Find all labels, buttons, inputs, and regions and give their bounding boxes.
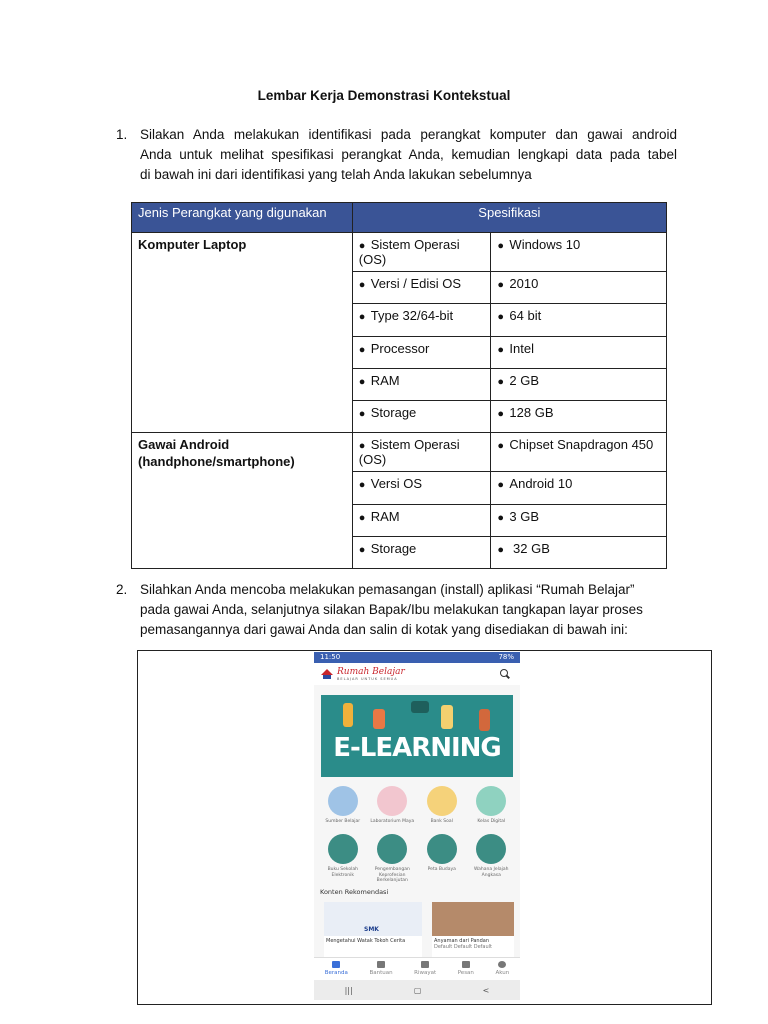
- spec-value: ● 3 GB: [491, 504, 667, 536]
- question-2-line: pada gawai Anda, selanjutnya silakan Bapak/Ibu melakukan tangkapan layar proses: [140, 602, 643, 617]
- page-title: Lembar Kerja Demonstrasi Kontekstual: [257, 88, 511, 103]
- bullet-icon: ●: [358, 375, 366, 388]
- bullet-icon: ●: [497, 408, 505, 421]
- menu-label: Buku Sekolah Elektronik: [327, 867, 358, 878]
- spec-key: ● Storage: [352, 537, 491, 569]
- elearning-banner[interactable]: [321, 695, 513, 777]
- menu-laboratorium-maya[interactable]: [369, 786, 415, 825]
- person-illustration-icon: [343, 703, 353, 727]
- question-2-number: 2.: [116, 582, 128, 597]
- question-1-line: di bawah ini dari identifikasi yang telah Anda lakukan sebelumnya: [140, 167, 532, 182]
- device-laptop-label: Komputer Laptop: [138, 237, 247, 252]
- question-2-line: pemasangannya dari gawai Anda dan salin di kotak yang disediakan di bawah ini:: [140, 622, 628, 637]
- bullet-icon: ●: [497, 479, 505, 492]
- spec-value: ● 64 bit: [491, 304, 667, 336]
- laptop-illustration-icon: [411, 701, 429, 713]
- app-bar: [314, 663, 520, 685]
- bullet-icon: ●: [497, 279, 505, 291]
- spec-key: ● Versi / Edisi OS: [352, 272, 491, 304]
- bullet-icon: ●: [358, 311, 366, 324]
- quiz-icon: [427, 786, 457, 816]
- rumah-belajar-logo-icon: [320, 669, 334, 679]
- menu-label: Sumber Belajar: [325, 819, 361, 824]
- chat-icon: [377, 961, 385, 968]
- menu-row: [318, 834, 516, 884]
- status-time: 11:50: [320, 653, 341, 661]
- menu-buku-sekolah-elektronik[interactable]: [320, 834, 366, 884]
- bullet-icon: ●: [497, 240, 505, 252]
- spec-value: ● Intel: [491, 336, 667, 368]
- nav-pesan[interactable]: Pesan: [458, 961, 474, 980]
- bullet-icon: ●: [358, 343, 366, 356]
- back-icon[interactable]: <: [482, 985, 490, 995]
- spec-value: ● 128 GB: [491, 401, 667, 433]
- device-android-sublabel: (handphone/smartphone): [138, 454, 295, 470]
- smk-badge: SMK: [364, 926, 379, 933]
- section-title: Konten Rekomendasi: [320, 888, 389, 896]
- system-nav-bar: [314, 980, 520, 1000]
- account-icon: [498, 961, 506, 968]
- spec-key: ● Sistem Operasi (OS): [352, 233, 491, 272]
- spec-value: ● Windows 10: [491, 233, 667, 272]
- spec-key: ● Processor: [352, 336, 491, 368]
- menu-kelas-digital[interactable]: [468, 786, 514, 825]
- question-2-line: Silahkan Anda mencoba melakukan pemasangan (install) aplikasi “Rumah Belajar”: [140, 582, 635, 597]
- recommendation-card[interactable]: [324, 902, 422, 962]
- menu-peta-budaya[interactable]: [419, 834, 465, 884]
- bullet-icon: ●: [497, 343, 505, 356]
- mail-icon: [462, 961, 470, 968]
- teacher-icon: [377, 834, 407, 864]
- menu-label: Pengembangan Keprofesian Berkelanjutan: [374, 867, 410, 883]
- app-tagline: BELAJAR UNTUK SEMUA: [337, 676, 398, 681]
- bullet-icon: ●: [497, 375, 505, 388]
- recommendation-card[interactable]: [432, 902, 514, 962]
- nav-beranda[interactable]: Beranda: [325, 961, 348, 980]
- nav-akun[interactable]: Akun: [495, 961, 509, 980]
- bullet-icon: ●: [497, 511, 505, 524]
- spec-key: ● Type 32/64-bit: [352, 304, 491, 336]
- question-1-line: Silakan Anda melakukan identifikasi pada perangkat komputer dan gawai android: [140, 127, 677, 142]
- device-laptop-cell: [132, 233, 353, 433]
- menu-sumber-belajar[interactable]: [320, 786, 366, 825]
- bullet-icon: ●: [358, 279, 366, 291]
- space-icon: [476, 834, 506, 864]
- menu-wahana-jelajah-angkasa[interactable]: [468, 834, 514, 884]
- card-thumbnail: [324, 902, 422, 936]
- spec-key: ● Storage: [352, 401, 491, 433]
- classroom-icon: [476, 786, 506, 816]
- header-device-type: Jenis Perangkat yang digunakan: [132, 203, 353, 233]
- search-icon[interactable]: [500, 669, 510, 679]
- lab-icon: [377, 786, 407, 816]
- nav-riwayat[interactable]: Riwayat: [414, 961, 436, 980]
- bullet-icon: ●: [497, 544, 505, 557]
- calendar-icon: [421, 961, 429, 968]
- menu-label: Wahana Jelajah Angkasa: [473, 867, 509, 878]
- nav-bantuan[interactable]: Bantuan: [369, 961, 392, 980]
- person-illustration-icon: [373, 709, 385, 729]
- card-thumbnail: [432, 902, 514, 936]
- spec-key: ● RAM: [352, 368, 491, 400]
- bullet-icon: ●: [358, 479, 366, 492]
- spec-key: ● Versi OS: [352, 472, 491, 504]
- menu-label: Bank Soal: [430, 819, 453, 824]
- home-icon: [332, 961, 340, 968]
- ebook-icon: [328, 834, 358, 864]
- status-bar: [314, 652, 520, 663]
- recent-apps-icon[interactable]: |||: [344, 985, 353, 995]
- banner-text: E-LEARNING: [333, 733, 501, 763]
- person-illustration-icon: [479, 709, 490, 731]
- bottom-nav: [314, 957, 520, 980]
- app-name: Rumah Belajar: [337, 666, 405, 677]
- header-spec: Spesifikasi: [352, 203, 666, 233]
- device-android-cell: [132, 433, 353, 569]
- bullet-icon: ●: [497, 440, 505, 453]
- menu-label: Laboratorium Maya: [370, 819, 415, 824]
- question-1-number: 1.: [116, 127, 128, 142]
- bullet-icon: ●: [358, 544, 366, 557]
- culture-icon: [427, 834, 457, 864]
- spec-value: ● 32 GB: [491, 537, 667, 569]
- app-logo: [320, 668, 405, 681]
- phone-screenshot: [314, 652, 520, 1000]
- bullet-icon: ●: [358, 240, 366, 252]
- spec-table: [131, 202, 667, 569]
- question-1-line: Anda untuk melihat spesifikasi perangkat Anda, kemudian lengkapi data pada tabel: [140, 147, 677, 162]
- menu-bank-soal[interactable]: [419, 786, 465, 825]
- menu-pkb[interactable]: [369, 834, 415, 884]
- menu-label: Kelas Digital: [477, 819, 506, 824]
- spec-key: ● RAM: [352, 504, 491, 536]
- bullet-icon: ●: [358, 440, 366, 453]
- spec-key: ● Sistem Operasi (OS): [352, 433, 491, 472]
- device-android-label: Gawai Android: [138, 437, 230, 453]
- spec-value: ● 2 GB: [491, 368, 667, 400]
- bullet-icon: ●: [497, 311, 505, 324]
- person-illustration-icon: [441, 705, 453, 729]
- card-caption: Mengetahui Watak Tokoh Cerita: [326, 938, 406, 944]
- spec-value: ● Chipset Snapdragon 450: [491, 433, 667, 472]
- books-icon: [328, 786, 358, 816]
- bullet-icon: ●: [358, 511, 366, 524]
- status-battery: 78%: [498, 653, 514, 661]
- spec-value: ● Android 10: [491, 472, 667, 504]
- menu-label: Peta Budaya: [427, 867, 456, 872]
- card-caption: Anyaman dari Pandan Default Default Default: [432, 936, 514, 952]
- spec-value: ● 2010: [491, 272, 667, 304]
- card-subcaption: Default Default Default: [434, 944, 492, 950]
- bullet-icon: ●: [358, 408, 366, 421]
- home-button-icon[interactable]: ▢: [413, 985, 422, 995]
- menu-row: [318, 786, 516, 825]
